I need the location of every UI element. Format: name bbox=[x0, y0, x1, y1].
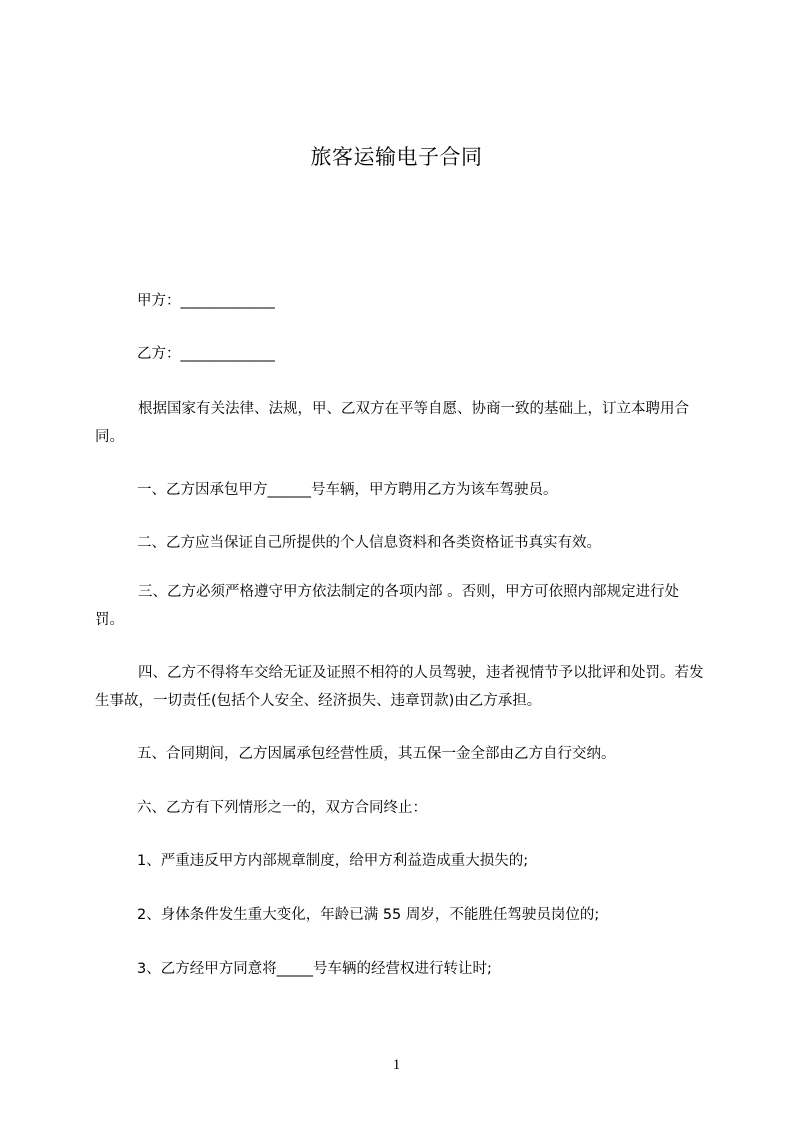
clause-4: 四、乙方不得将车交给无证及证照不相符的人员驾驶，违者视情节予以批评和处罚。若发生事故，一切责任(包括个人安全、经济损失、违章罚款)由乙方承担。 bbox=[95, 665, 704, 709]
clause-2: 二、乙方应当保证自己所提供的个人信息资料和各类资格证书真实有效。 bbox=[137, 535, 601, 551]
page-number: 1 bbox=[392, 1057, 401, 1073]
party-a-line: 甲方：_____________ bbox=[137, 293, 275, 309]
preamble-paragraph: 根据国家有关法律、法规，甲、乙双方在平等自愿、协商一致的基础上，订立本聘用合同。 bbox=[95, 401, 689, 445]
party-b-line: 乙方：_____________ bbox=[137, 346, 275, 362]
clause-3: 三、乙方必须严格遵守甲方依法制定的各项内部 。否则，甲方可依照内部规定进行处罚。 bbox=[95, 584, 680, 628]
termination-item-2: 2、身体条件发生重大变化，年龄已满 55 周岁，不能胜任驾驶员岗位的; bbox=[137, 907, 600, 923]
termination-item-3: 3、乙方经甲方同意将_____号车辆的经营权进行转让时; bbox=[137, 961, 492, 977]
document-title: 旅客运输电子合同 bbox=[310, 145, 483, 169]
clause-1: 一、乙方因承包甲方______号车辆，甲方聘用乙方为该车驾驶员。 bbox=[137, 482, 558, 498]
clause-5: 五、合同期间，乙方因属承包经营性质，其五保一金全部由乙方自行交纳。 bbox=[137, 746, 616, 762]
termination-item-1: 1、严重违反甲方内部规章制度，给甲方利益造成重大损失的; bbox=[137, 853, 529, 869]
clause-6: 六、乙方有下列情形之一的，双方合同终止： bbox=[137, 800, 427, 816]
